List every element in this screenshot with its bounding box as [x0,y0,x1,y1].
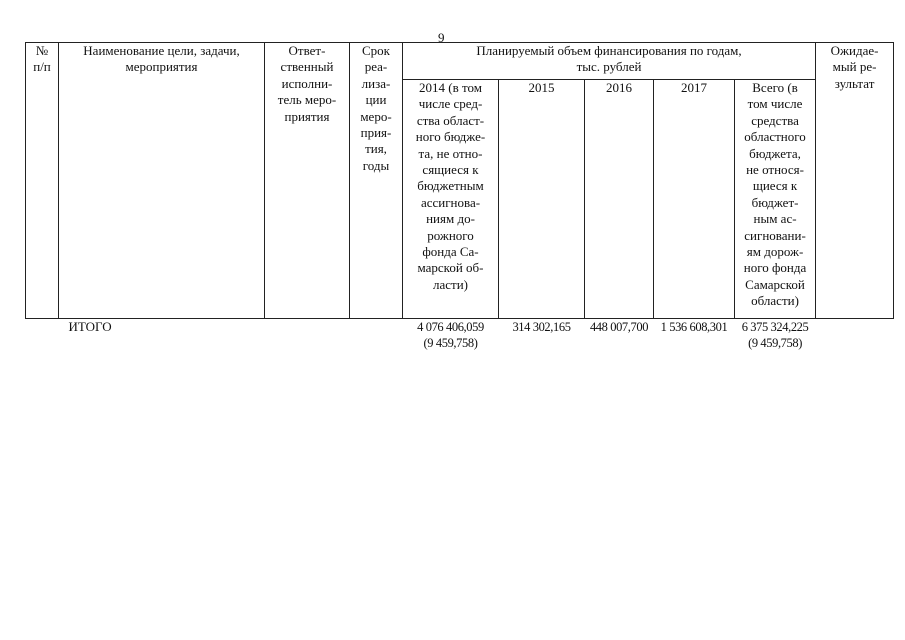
header-total: Всего (в том числе средства областного бюджета, не относя- щиеся к бюджет- ным ас- сигновани- ям дорож- ного фонда Самарской области) [735,80,816,319]
total-2016-value: 448 007,700 [589,320,649,334]
header-2014: 2014 (в том числе сред- ства област- ного бюдже- та, не отно- сящиеся к бюджетным ассигнова- ниям до- рожного фонда Са- марской об- ласти) [403,80,499,319]
header-planned-financing: Планируемый объем финансирования по годам, тыс. рублей [403,43,816,80]
total-2017-value: 1 536 608,301 [660,320,728,334]
header-num: № п/п [26,43,59,319]
header-2017: 2017 [654,80,735,319]
header-2016: 2016 [585,80,654,319]
total-2014-value: 4 076 406,059 [417,320,484,334]
total-all-value: 6 375 324,225 [741,320,809,334]
header-executor: Ответ- ственный исполни- тель меро- приятия [265,43,350,319]
page-number: 9 [438,30,445,45]
header-2015: 2015 [499,80,585,319]
total-2014-cell [403,319,499,360]
total-2014-sub: (9 459,758) [423,336,478,351]
total-all-cell [735,319,816,360]
total-row [26,319,894,360]
total-2015-value: 314 302,165 [512,320,571,334]
header-row-1 [26,43,894,80]
header-result: Ожидае- мый ре- зультат [816,43,894,319]
header-term: Срок реа- лиза- ции меро- прия- тия, годы [350,43,403,319]
total-all-sub: (9 459,758) [748,336,802,351]
financing-table [25,42,894,359]
total-label: ИТОГО [68,319,112,334]
header-name: Наименование цели, задачи, мероприятия [59,43,265,319]
